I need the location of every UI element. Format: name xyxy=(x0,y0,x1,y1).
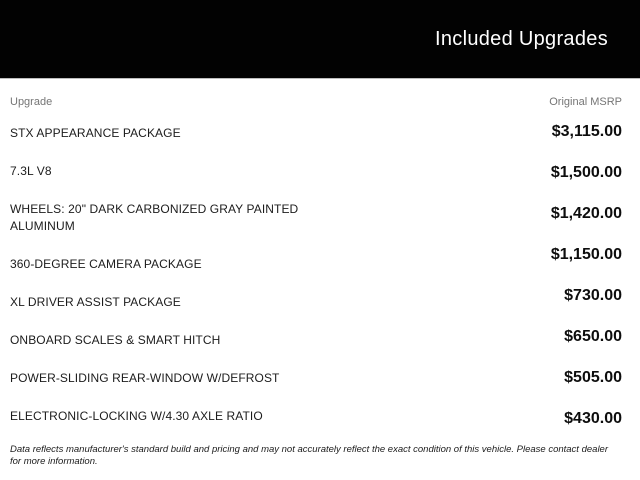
upgrade-name: ELECTRONIC-LOCKING W/4.30 AXLE RATIO xyxy=(10,409,263,423)
column-header-original-msrp: Original MSRP xyxy=(549,96,622,108)
upgrade-price: $3,115.00 xyxy=(551,123,622,140)
header-banner xyxy=(0,0,640,79)
upgrade-name: STX APPEARANCE PACKAGE xyxy=(10,126,181,140)
upgrade-price: $730.00 xyxy=(564,287,622,304)
upgrade-name: WHEELS: 20" DARK CARBONIZED GRAY PAINTED ALUMINUM xyxy=(10,202,299,233)
disclaimer-text: Data reflects manufacturer's standard build and pricing and may not accurately reflect the exact condition of this vehicle. Please contact dealer for more information. xyxy=(10,444,608,467)
table-column-headers xyxy=(10,95,622,109)
upgrade-price: $1,500.00 xyxy=(550,164,622,181)
upgrade-price: $505.00 xyxy=(564,369,622,386)
upgrade-name: ONBOARD SCALES & SMART HITCH xyxy=(10,333,221,347)
column-header-upgrade: Upgrade xyxy=(10,96,53,108)
upgrade-name-column xyxy=(10,125,330,446)
upgrade-price: $1,420.00 xyxy=(550,205,622,222)
upgrades-table xyxy=(10,125,622,453)
upgrade-name: 360-DEGREE CAMERA PACKAGE xyxy=(10,257,202,271)
upgrades-content xyxy=(0,79,640,453)
upgrade-name: 7.3L V8 xyxy=(10,164,52,178)
upgrade-name: XL DRIVER ASSIST PACKAGE xyxy=(10,295,181,309)
upgrade-name: POWER-SLIDING REAR-WINDOW W/DEFROST xyxy=(10,371,280,385)
upgrade-price: $650.00 xyxy=(564,328,622,345)
upgrade-price-column xyxy=(330,123,622,451)
page-title: Included Upgrades xyxy=(435,28,608,50)
upgrade-price: $430.00 xyxy=(564,410,622,427)
upgrade-price: $1,150.00 xyxy=(550,246,622,263)
